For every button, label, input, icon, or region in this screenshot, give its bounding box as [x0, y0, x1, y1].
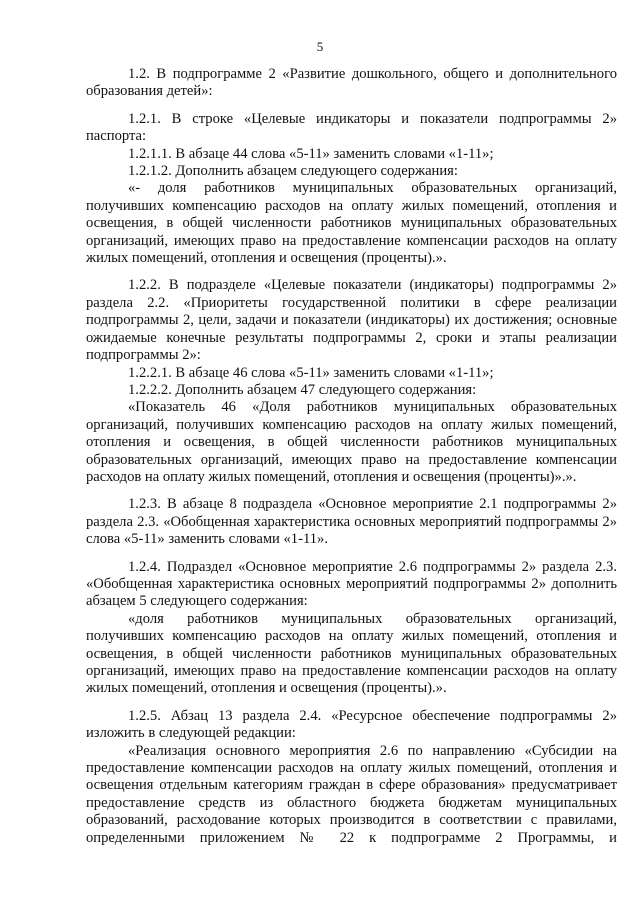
quoted-share-text: «доля работников муниципальных образовательных организаций, получивших компенсацию расходов на оплату жилых помещений, отопления и освещения, в общей численности работников муниципальных образовательных организаций, имеющих право на предоставление компенсации расходов на оплату жилых помещений, отопления и освещения (проценты).». [86, 610, 617, 697]
paragraph-1-2-1-2: 1.2.1.2. Дополнить абзацем следующего содержания: [128, 163, 458, 180]
paragraph-1-2-3: 1.2.3. В абзаце 8 подраздела «Основное мероприятие 2.1 подпрограммы 2» раздела 2.3. «Обобщенная характеристика основных мероприятий подпрограммы 2» слова «5-11» заменить словами «1-11». [86, 496, 617, 548]
paragraph-1-2: 1.2. В подпрограмме 2 «Развитие дошкольного, общего и дополнительного образования детей»: [86, 66, 617, 100]
paragraph-1-2-1: 1.2.1. В строке «Целевые индикаторы и показатели подпрограммы 2» паспорта: [86, 110, 617, 145]
document-body [86, 66, 617, 847]
paragraph-1-2-2-1: 1.2.2.1. В абзаце 46 слова «5-11» заменить словами «1-11»; [128, 364, 494, 381]
quoted-indicator-46-text: «Показатель 46 «Доля работников муниципальных образовательных организаций, получивших компенсацию расходов на оплату жилых помещений, отопления и освещения, в общей численности работников муниципальных образовательных организаций, имеющих право на предоставление компенсации расходов на оплату жилых помещений, отопления и освещения (проценты)».». [86, 399, 617, 485]
paragraph-1-2-5: 1.2.5. Абзац 13 раздела 2.4. «Ресурсное обеспечение подпрограммы 2» изложить в следующей редакции: [86, 707, 617, 742]
page-number: 5 [316, 39, 324, 54]
paragraph-1-2-1-1: 1.2.1.1. В абзаце 44 слова «5-11» заменить словами «1-11»; [128, 145, 494, 162]
paragraph-1-2-4: 1.2.4. Подраздел «Основное мероприятие 2.6 подпрограммы 2» раздела 2.3. «Обобщенная характеристика основных мероприятий подпрограммы 2» дополнить абзацем 5 следующего содержания: [86, 558, 617, 610]
paragraph-1-2-2-2: 1.2.2.2. Дополнить абзацем 47 следующего содержания: [128, 381, 477, 398]
quoted-implementation-text: «Реализация основного мероприятия 2.6 по направлению «Субсидии на предоставление компенсации расходов на оплату жилых помещений, отопления и освещения отдельным категориям граждан в сфере образования» предусматривает предоставление средств из областного бюджета бюджетам муниципальных образований, расходование которых производится в соответствии с правилами, определенными приложением № 22 к подпрограмме 2 Программы, и [86, 742, 617, 846]
paragraph-1-2-2: 1.2.2. В подразделе «Целевые показатели (индикаторы) подпрограммы 2» раздела 2.2. «Приоритеты государственной политики в сфере реализации подпрограммы 2, цели, задачи и показатели (индикаторы) их достижения; основные ожидаемые конечные результаты подпрограммы 2, сроки и этапы реализации подпрограммы 2»: [86, 277, 617, 364]
quoted-indicator-text: «- доля работников муниципальных образовательных организаций, получивших компенсацию расходов на оплату жилых помещений, отопления и освещения, в общей численности работников муниципальных образовательных организаций, имеющих право на предоставление компенсации расходов на оплату жилых помещений, отопления и освещения (проценты).». [86, 180, 617, 267]
